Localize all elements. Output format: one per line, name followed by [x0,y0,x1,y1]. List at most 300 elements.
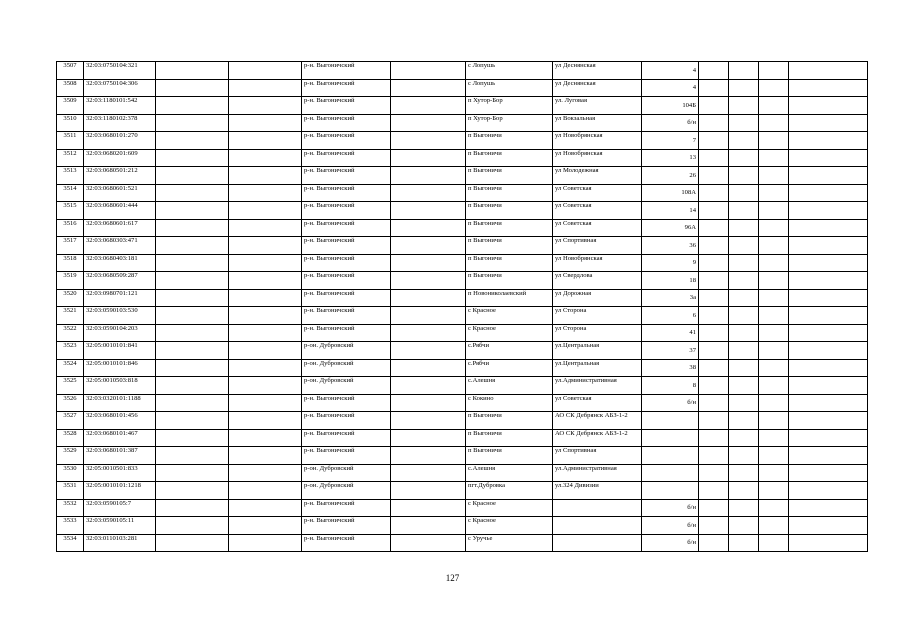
cell-empty [699,79,729,97]
cell-empty [699,377,729,395]
cell-empty [759,114,789,132]
cell-number: 3513 [57,167,84,185]
table-row [57,464,868,482]
cell-empty [229,464,302,482]
cell-empty [759,237,789,255]
cell-locality: с Красное [466,324,553,342]
cell-district: р-н. Выгоничский [302,272,391,290]
cell-district: р-н. Выгоничский [302,149,391,167]
cell-street: ул Советская [553,394,642,412]
cell-empty [759,79,789,97]
cell-empty [759,359,789,377]
cell-empty [229,167,302,185]
cell-house [642,429,699,447]
table-row [57,132,868,150]
table-row [57,272,868,290]
cell-street: ул Деснянская [553,62,642,80]
cell-empty [729,517,759,535]
cell-empty [156,429,229,447]
cell-house [642,412,699,430]
cell-empty [229,429,302,447]
cell-empty [699,324,729,342]
cell-street: АО СК Дебрянск АБЗ-1-2 [553,412,642,430]
cell-locality: пгт.Дубровка [466,482,553,500]
cell-number: 3522 [57,324,84,342]
cell-street: ул.Административная [553,464,642,482]
table-row [57,254,868,272]
cell-empty [229,272,302,290]
cell-empty [789,62,868,80]
cell-empty [699,342,729,360]
cell-empty [699,429,729,447]
cell-street: ул Сторона [553,324,642,342]
cell-empty [759,272,789,290]
cell-empty [759,184,789,202]
cell-empty [699,307,729,325]
cell-empty [229,237,302,255]
table-row [57,499,868,517]
cell-empty [759,149,789,167]
cell-empty [789,149,868,167]
cell-empty [229,447,302,465]
cell-empty [729,447,759,465]
cell-street: ул Советская [553,202,642,220]
cell-house: б/н [642,517,699,535]
cell-house [642,447,699,465]
cell-street: ул Новобрянская [553,132,642,150]
cell-cadastral-number: 32:03:0680101:456 [84,412,156,430]
cell-empty [229,202,302,220]
cell-empty [699,289,729,307]
cell-empty [759,412,789,430]
cell-empty [729,377,759,395]
cell-number: 3510 [57,114,84,132]
cell-empty [699,114,729,132]
cell-empty [699,97,729,115]
cell-street: ул Деснянская [553,79,642,97]
cell-empty [699,499,729,517]
cell-street [553,534,642,552]
cell-locality: п Выгоничи [466,132,553,150]
cell-cadastral-number: 32:03:0680101:467 [84,429,156,447]
cell-street: ул Вокзальная [553,114,642,132]
cell-district: р-н. Выгоничский [302,62,391,80]
cell-cadastral-number: 32:03:0680509:287 [84,272,156,290]
cell-locality: п Выгоничи [466,237,553,255]
cell-cadastral-number: 32:03:0750104:321 [84,62,156,80]
cell-empty [229,254,302,272]
cell-empty [229,132,302,150]
cell-locality: с Красное [466,517,553,535]
cell-empty [789,254,868,272]
cell-cadastral-number: 32:03:0320101:1188 [84,394,156,412]
cell-district: р-н. Выгоничский [302,517,391,535]
cell-empty [156,307,229,325]
cell-empty [759,534,789,552]
cell-district: р-он. Дубровский [302,482,391,500]
cell-number: 3523 [57,342,84,360]
cell-house [642,482,699,500]
property-register-table [56,61,868,552]
cell-district: р-н. Выгоничский [302,114,391,132]
cell-district: р-н. Выгоничский [302,219,391,237]
table-row [57,359,868,377]
table-row [57,219,868,237]
cell-empty [156,237,229,255]
cell-empty [391,429,466,447]
cell-house: б/н [642,114,699,132]
cell-locality: п Выгоничи [466,167,553,185]
cell-locality: п Выгоничи [466,429,553,447]
cell-empty [699,464,729,482]
cell-empty [729,499,759,517]
cell-cadastral-number: 32:03:0680303:471 [84,237,156,255]
cell-district: р-он. Дубровский [302,464,391,482]
cell-empty [229,289,302,307]
cell-empty [789,482,868,500]
cell-empty [759,377,789,395]
cell-empty [229,324,302,342]
cell-street: ул.Административная [553,377,642,395]
cell-street: ул.324 Дивизии [553,482,642,500]
cell-empty [789,499,868,517]
cell-house: 37 [642,342,699,360]
cell-empty [699,517,729,535]
cell-house: 96А [642,219,699,237]
cell-empty [156,342,229,360]
cell-empty [759,499,789,517]
cell-empty [729,394,759,412]
cell-house: 36 [642,237,699,255]
cell-empty [759,202,789,220]
cell-house [642,464,699,482]
cell-empty [156,254,229,272]
cell-empty [391,289,466,307]
cell-empty [699,482,729,500]
cell-empty [229,534,302,552]
table-body [57,62,868,552]
cell-empty [156,272,229,290]
cell-empty [789,377,868,395]
table-row [57,79,868,97]
cell-locality: с Красное [466,499,553,517]
cell-district: р-он. Дубровский [302,377,391,395]
cell-cadastral-number: 32:03:0750104:306 [84,79,156,97]
cell-empty [759,254,789,272]
cell-empty [759,464,789,482]
table-row [57,447,868,465]
cell-empty [729,97,759,115]
cell-cadastral-number: 32:03:0680501:212 [84,167,156,185]
cell-cadastral-number: 32:03:0980701:121 [84,289,156,307]
cell-empty [789,342,868,360]
cell-street: АО СК Дебрянск АБЗ-1-2 [553,429,642,447]
cell-cadastral-number: 32:03:0590105:11 [84,517,156,535]
cell-empty [789,132,868,150]
cell-house: б/н [642,394,699,412]
cell-district: р-н. Выгоничский [302,447,391,465]
cell-number: 3521 [57,307,84,325]
cell-cadastral-number: 32:03:0680201:609 [84,149,156,167]
cell-locality: п Выгоничи [466,149,553,167]
cell-locality: п Выгоничи [466,272,553,290]
cell-house: б/н [642,499,699,517]
cell-empty [729,114,759,132]
cell-empty [229,517,302,535]
cell-empty [789,394,868,412]
table-row [57,184,868,202]
cell-empty [729,307,759,325]
cell-empty [229,79,302,97]
cell-locality: п Хутор-Бор [466,114,553,132]
cell-empty [759,62,789,80]
cell-empty [391,324,466,342]
cell-empty [789,534,868,552]
cell-empty [391,219,466,237]
cell-empty [789,114,868,132]
cell-number: 3529 [57,447,84,465]
cell-house: 41 [642,324,699,342]
cell-number: 3533 [57,517,84,535]
cell-empty [699,534,729,552]
cell-house: 4 [642,62,699,80]
cell-number: 3516 [57,219,84,237]
cell-district: р-н. Выгоничский [302,184,391,202]
cell-empty [391,202,466,220]
cell-empty [729,149,759,167]
cell-number: 3527 [57,412,84,430]
cell-number: 3512 [57,149,84,167]
cell-house: б/н [642,534,699,552]
cell-empty [789,97,868,115]
cell-empty [699,184,729,202]
cell-street: ул Новобрянская [553,254,642,272]
cell-cadastral-number: 32:03:0590104:203 [84,324,156,342]
table-row [57,289,868,307]
cell-locality: с Уручье [466,534,553,552]
cell-empty [789,79,868,97]
cell-empty [156,289,229,307]
cell-empty [391,167,466,185]
cell-empty [759,219,789,237]
cell-empty [759,482,789,500]
cell-empty [729,184,759,202]
cell-empty [229,114,302,132]
table-row [57,97,868,115]
cell-empty [391,342,466,360]
cell-house: 14 [642,202,699,220]
cell-locality: п Выгоничи [466,254,553,272]
cell-empty [229,219,302,237]
cell-empty [229,307,302,325]
cell-house: 9 [642,254,699,272]
cell-empty [391,482,466,500]
table-row [57,534,868,552]
cell-district: р-н. Выгоничский [302,132,391,150]
cell-empty [789,359,868,377]
cell-empty [759,132,789,150]
cell-empty [391,97,466,115]
cell-empty [729,254,759,272]
cell-cadastral-number: 32:05:0010503:818 [84,377,156,395]
cell-street: ул Молодежная [553,167,642,185]
cell-cadastral-number: 32:03:0680101:270 [84,132,156,150]
cell-empty [699,272,729,290]
table-row [57,149,868,167]
cell-street: ул Спортивная [553,447,642,465]
cell-number: 3515 [57,202,84,220]
table-row [57,237,868,255]
table-row [57,114,868,132]
cell-street: ул Советская [553,184,642,202]
cell-district: р-н. Выгоничский [302,237,391,255]
cell-empty [729,79,759,97]
table-row [57,412,868,430]
cell-empty [729,132,759,150]
cell-empty [729,324,759,342]
table-row [57,429,868,447]
cell-empty [156,219,229,237]
cell-cadastral-number: 32:03:0680601:617 [84,219,156,237]
cell-district: р-н. Выгоничский [302,534,391,552]
cell-empty [156,482,229,500]
cell-empty [759,429,789,447]
cell-empty [789,447,868,465]
cell-number: 3531 [57,482,84,500]
cell-street [553,499,642,517]
cell-empty [729,464,759,482]
cell-empty [759,394,789,412]
cell-empty [391,447,466,465]
cell-locality: с Лопушь [466,62,553,80]
cell-locality: п Выгоничи [466,184,553,202]
cell-locality: п Выгоничи [466,219,553,237]
cell-empty [391,149,466,167]
cell-house: 6 [642,307,699,325]
cell-empty [156,464,229,482]
cell-empty [789,202,868,220]
cell-empty [789,184,868,202]
cell-house: 38 [642,359,699,377]
cell-locality: п Новониколаевский [466,289,553,307]
cell-empty [156,132,229,150]
table-row [57,342,868,360]
table-row [57,482,868,500]
cell-house: 13 [642,149,699,167]
cell-number: 3532 [57,499,84,517]
cell-empty [156,62,229,80]
cell-district: р-н. Выгоничский [302,307,391,325]
cell-number: 3511 [57,132,84,150]
cell-empty [699,447,729,465]
cell-empty [229,149,302,167]
cell-house: 26 [642,167,699,185]
cell-empty [729,202,759,220]
cell-locality: с Лопушь [466,79,553,97]
table-row [57,324,868,342]
cell-empty [156,499,229,517]
cell-number: 3526 [57,394,84,412]
cell-locality: п Хутор-Бор [466,97,553,115]
cell-empty [729,237,759,255]
cell-cadastral-number: 32:03:0110103:281 [84,534,156,552]
cell-empty [156,377,229,395]
cell-empty [229,62,302,80]
cell-empty [789,517,868,535]
cell-empty [156,202,229,220]
cell-empty [391,79,466,97]
cell-district: р-н. Выгоничский [302,97,391,115]
cell-empty [729,289,759,307]
cell-empty [699,254,729,272]
cell-number: 3525 [57,377,84,395]
cell-locality: п Выгоничи [466,202,553,220]
cell-empty [156,412,229,430]
cell-empty [391,184,466,202]
cell-empty [391,132,466,150]
cell-empty [156,184,229,202]
cell-cadastral-number: 32:03:1180101:542 [84,97,156,115]
cell-empty [391,62,466,80]
cell-empty [729,359,759,377]
cell-cadastral-number: 32:03:0680101:387 [84,447,156,465]
cell-cadastral-number: 32:03:0680601:521 [84,184,156,202]
page-number: 127 [445,573,460,583]
cell-empty [729,62,759,80]
cell-street: ул Советская [553,219,642,237]
cell-empty [729,167,759,185]
table-row [57,377,868,395]
cell-empty [156,97,229,115]
cell-house: 104Б [642,97,699,115]
cell-empty [699,237,729,255]
cell-locality: с Красное [466,307,553,325]
cell-empty [699,394,729,412]
cell-district: р-он. Дубровский [302,342,391,360]
cell-street [553,517,642,535]
cell-empty [789,412,868,430]
cell-empty [156,114,229,132]
cell-empty [229,377,302,395]
cell-district: р-он. Дубровский [302,359,391,377]
cell-number: 3507 [57,62,84,80]
cell-empty [789,219,868,237]
cell-empty [729,342,759,360]
cell-district: р-н. Выгоничский [302,412,391,430]
cell-empty [759,447,789,465]
cell-number: 3519 [57,272,84,290]
cell-cadastral-number: 32:05:0010101:1218 [84,482,156,500]
cell-number: 3517 [57,237,84,255]
cell-empty [156,167,229,185]
cell-empty [229,394,302,412]
cell-street: ул.Центральная [553,342,642,360]
cell-locality: п Выгоничи [466,412,553,430]
cell-locality: п Выгоничи [466,447,553,465]
cell-street: ул Спортивная [553,237,642,255]
cell-empty [156,447,229,465]
cell-empty [229,342,302,360]
cell-empty [391,464,466,482]
cell-number: 3518 [57,254,84,272]
cell-cadastral-number: 32:03:0590103:530 [84,307,156,325]
cell-empty [229,359,302,377]
cell-cadastral-number: 32:05:0010101:846 [84,359,156,377]
cell-empty [391,377,466,395]
cell-house: 18 [642,272,699,290]
cell-empty [759,307,789,325]
cell-district: р-н. Выгоничский [302,202,391,220]
